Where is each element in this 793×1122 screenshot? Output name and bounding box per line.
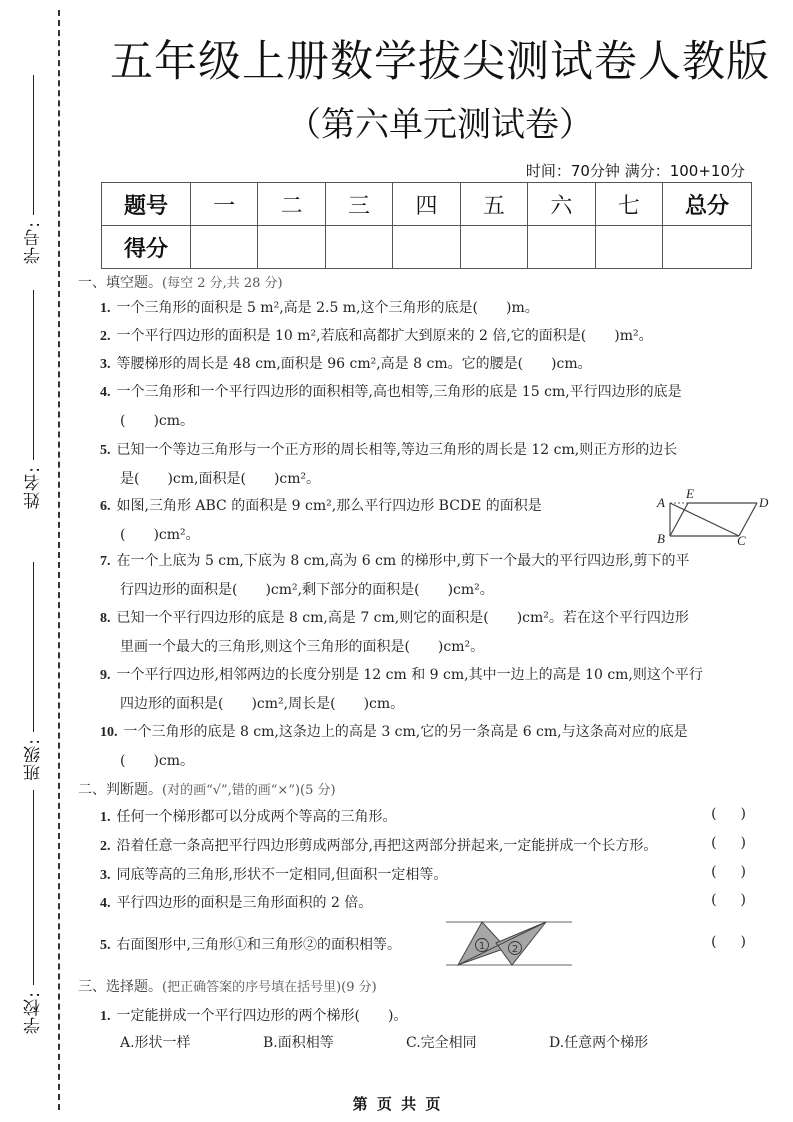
choice-c[interactable]: C.完全相同: [406, 1035, 477, 1051]
question-number: 3.: [100, 868, 111, 883]
score-cell: 得分: [102, 226, 191, 269]
question-text-cont: 四边形的面积是( )cm²,周长是( )cm。: [120, 696, 405, 712]
page-title: 五年级上册数学拔尖测试卷人教版: [110, 37, 770, 87]
question-tf-4: [100, 892, 772, 916]
section-3-title: 三、选择题。: [78, 979, 162, 995]
name-underline: [33, 290, 34, 460]
question-text: 在一个上底为 5 cm,下底为 8 cm,高为 6 cm 的梯形中,剪下一个最大的平行四边形,剪下的平: [116, 553, 690, 569]
score-cell: 七: [595, 183, 662, 226]
question-tf-1: [100, 806, 772, 830]
question-text: 已知一个平行四边形的底是 8 cm,高是 7 cm,则它的面积是( )cm²。若在这个平行四边形: [116, 610, 689, 626]
score-cell: 总分: [663, 183, 752, 226]
question-number: 2.: [100, 839, 111, 854]
cut-line: [58, 10, 60, 1110]
school-field[interactable]: [18, 790, 48, 1034]
question-number: 2.: [100, 329, 111, 344]
section-3-heading: [78, 976, 377, 996]
question-text-cont: 里画一个最大的三角形,则这个三角形的面积是( )cm²。: [120, 639, 485, 655]
question-text: 一个三角形的面积是 5 m²,高是 2.5 m,这个三角形的底是( )m。: [116, 300, 539, 316]
question-number: 1.: [100, 1009, 111, 1024]
score-table-header-row: [102, 183, 752, 226]
section-1-heading: [78, 272, 283, 292]
choice-b[interactable]: B.面积相等: [263, 1035, 334, 1051]
question-fill-9: [100, 661, 772, 719]
score-input-cell[interactable]: [258, 226, 325, 269]
question-tf-2: [100, 835, 772, 859]
school-underline: [33, 790, 34, 985]
question-number: 5.: [100, 443, 111, 458]
score-input-cell[interactable]: [191, 226, 258, 269]
score-table-score-row: [102, 226, 752, 269]
question-text: 等腰梯形的周长是 48 cm,面积是 96 cm²,高是 8 cm。它的腰是( )cm。: [116, 356, 592, 372]
question-text: 一定能拼成一个平行四边形的两个梯形( )。: [116, 1008, 408, 1024]
section-1-title: 一、填空题。: [78, 275, 162, 291]
question-tf-3: [100, 864, 772, 888]
section-3-note: (把正确答案的序号填在括号里)(9 分): [162, 980, 377, 995]
question-fill-4: [100, 378, 772, 436]
score-cell: 五: [460, 183, 527, 226]
question-number: 1.: [100, 301, 111, 316]
answer-blank[interactable]: (): [711, 892, 770, 908]
question-text-cont: 行四边形的面积是( )cm²,剩下部分的面积是( )cm²。: [120, 582, 494, 598]
school-label: 学校:: [23, 991, 44, 1034]
answer-blank[interactable]: (): [711, 934, 770, 950]
question-text: 如图,三角形 ABC 的面积是 9 cm²,那么平行四边形 BCDE 的面积是: [116, 498, 542, 514]
point-d-label: D: [759, 495, 769, 510]
question-text: 一个三角形的底是 8 cm,这条边上的高是 3 cm,它的另一条高是 6 cm,与这条高对应的底是: [123, 724, 688, 740]
section-2-heading: [78, 779, 336, 799]
point-c-label: C: [737, 533, 746, 546]
question-fill-8: [100, 604, 772, 662]
question-number: 8.: [100, 611, 111, 626]
triangle-2-label: 2: [511, 944, 519, 955]
score-cell: 三: [325, 183, 392, 226]
question-number: 5.: [100, 938, 111, 953]
choice-a[interactable]: A.形状一样: [120, 1035, 191, 1051]
question-number: 3.: [100, 357, 111, 372]
question-number: 1.: [100, 810, 111, 825]
score-cell: 四: [393, 183, 460, 226]
parallelogram-figure-q6: [652, 484, 777, 546]
class-field[interactable]: [18, 562, 48, 781]
triangles-figure-tf5: [446, 918, 574, 970]
question-fill-6: [100, 492, 640, 550]
question-number: 9.: [100, 668, 111, 683]
name-label: 姓名:: [23, 466, 44, 509]
score-input-cell[interactable]: [460, 226, 527, 269]
question-text: 已知一个等边三角形与一个正方形的周长相等,等边三角形的周长是 12 cm,则正方形的边长: [116, 442, 678, 458]
binding-margin: [0, 0, 80, 1122]
question-text-cont: ( )cm。: [120, 753, 195, 769]
score-input-cell[interactable]: [528, 226, 595, 269]
score-cell: 二: [258, 183, 325, 226]
point-a-label: A: [657, 495, 665, 510]
question-fill-3: [100, 350, 772, 379]
question-number: 6.: [100, 499, 111, 514]
question-text: 一个平行四边形,相邻两边的长度分别是 12 cm 和 9 cm,其中一边上的高是 10 cm,则这个平行: [116, 667, 703, 683]
score-cell: 六: [528, 183, 595, 226]
question-text: 沿着任意一条高把平行四边形剪成两部分,再把这两部分拼起来,一定能拼成一个长方形。: [116, 838, 658, 854]
question-choice-1: [100, 1002, 772, 1031]
question-text: 平行四边形的面积是三角形面积的 2 倍。: [116, 895, 373, 911]
section-2-note: (对的画“√”,错的画“×”)(5 分): [162, 783, 336, 798]
question-text-cont: ( )cm²。: [120, 527, 200, 543]
question-text: 任何一个梯形都可以分成两个等高的三角形。: [116, 809, 397, 825]
student-id-underline: [33, 75, 34, 215]
student-id-field[interactable]: [18, 75, 48, 264]
score-cell: 一: [191, 183, 258, 226]
question-number: 7.: [100, 554, 111, 569]
page-subtitle: （第六单元测试卷）: [287, 105, 593, 145]
score-table: [101, 182, 752, 269]
answer-blank[interactable]: (): [711, 864, 770, 880]
point-b-label: B: [657, 531, 665, 546]
question-fill-1: [100, 294, 772, 323]
question-number: 10.: [100, 725, 118, 740]
score-input-cell[interactable]: [325, 226, 392, 269]
question-text: 同底等高的三角形,形状不一定相同,但面积一定相等。: [116, 867, 448, 883]
page-footer: 第 页 共 页: [352, 1095, 441, 1113]
answer-blank[interactable]: (): [711, 806, 770, 822]
score-input-cell[interactable]: [393, 226, 460, 269]
question-fill-2: [100, 322, 772, 351]
triangle-1-label: 1: [478, 941, 486, 952]
class-label: 班级:: [23, 738, 44, 781]
question-number: 4.: [100, 385, 111, 400]
question-text: 右面图形中,三角形①和三角形②的面积相等。: [116, 937, 401, 953]
choice-options: [120, 1032, 720, 1052]
choice-d[interactable]: D.任意两个梯形: [549, 1035, 649, 1051]
score-cell: 题号: [102, 183, 191, 226]
score-input-cell[interactable]: [595, 226, 662, 269]
exam-meta: 时间：70分钟 满分：100+10分: [525, 162, 745, 180]
question-text: 一个三角形和一个平行四边形的面积相等,高也相等,三角形的底是 15 cm,平行四边形的底是: [116, 384, 682, 400]
section-1-note: (每空 2 分,共 28 分): [162, 276, 283, 291]
question-text-cont: ( )cm。: [120, 413, 195, 429]
point-e-label: E: [686, 486, 694, 501]
name-field[interactable]: [18, 290, 48, 509]
question-fill-10: [100, 718, 772, 776]
student-id-label: 学号:: [23, 221, 44, 264]
class-underline: [33, 562, 34, 732]
section-2-title: 二、判断题。: [78, 782, 162, 798]
question-fill-7: [100, 547, 772, 605]
score-input-cell[interactable]: [663, 226, 752, 269]
question-text: 一个平行四边形的面积是 10 m²,若底和高都扩大到原来的 2 倍,它的面积是( )m²。: [116, 328, 653, 344]
question-number: 4.: [100, 896, 111, 911]
question-text-cont: 是( )cm,面积是( )cm²。: [120, 471, 321, 487]
answer-blank[interactable]: (): [711, 835, 770, 851]
question-tf-5: [100, 934, 772, 958]
